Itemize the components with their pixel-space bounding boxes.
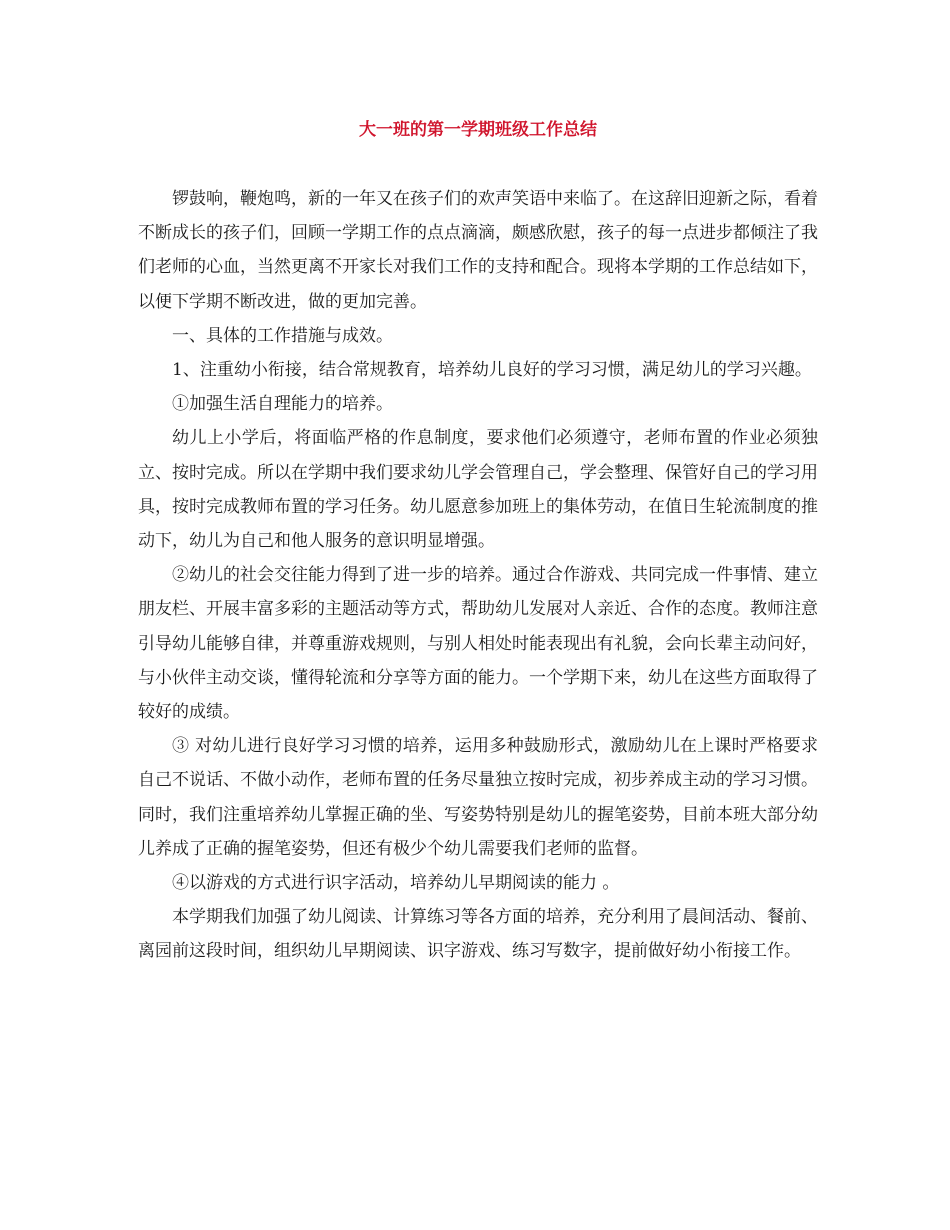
paragraph-subitem-2: ②幼儿的社会交往能力得到了进一步的培养。通过合作游戏、共同完成一件事情、建立朋友栏、开展丰富多彩的主题活动等方式，帮助幼儿发展对人亲近、合作的态度。教师注意引导幼儿能够自律，并尊重游戏规则，与别人相处时能表现出有礼貌，会向长辈主动问好，与小伙伴主动交谈，懂得轮流和分享等方面的能力。一个学期下来，幼儿在这些方面取得了较好的成绩。 bbox=[138, 565, 818, 723]
paragraph-subitem-4: ④以游戏的方式进行识字活动，培养幼儿早期阅读的能力 。 bbox=[172, 873, 620, 894]
paragraph-intro: 锣鼓响，鞭炮鸣，新的一年又在孩子们的欢声笑语中来临了。在这辞旧迎新之际，看着不断成长的孩子们，回顾一学期工作的点点滴滴，颇感欣慰，孩子的每一点进步都倾注了我们老师的心血，当然更离不开家长对我们工作的支持和配合。现将本学期的工作总结如下，以便下学期不断改进，做的更加完善。 bbox=[138, 189, 818, 312]
paragraph-subitem-1: ①加强生活自理能力的培养。 bbox=[172, 394, 393, 415]
paragraph-subitem-4-body: 本学期我们加强了幼儿阅读、计算练习等各方面的培养，充分利用了晨间活动、餐前、离园前这段时间，组织幼儿早期阅读、识字游戏、练习写数字，提前做好幼小衔接工作。 bbox=[138, 907, 818, 962]
paragraph-section-heading: 一、具体的工作措施与成效。 bbox=[172, 325, 393, 346]
document-title: 大一班的第一学期班级工作总结 bbox=[359, 120, 597, 140]
paragraph-subitem-1-body: 幼儿上小学后，将面临严格的作息制度，要求他们必须遵守，老师布置的作业必须独立、按时完成。所以在学期中我们要求幼儿学会管理自己，学会整理、保管好自己的学习用具，按时完成教师布置的学习任务。幼儿愿意参加班上的集体劳动，在值日生轮流制度的推动下，幼儿为自己和他人服务的意识明显增强。 bbox=[138, 428, 818, 552]
document-page bbox=[138, 118, 818, 969]
paragraph-item-1: 1、注重幼小衔接，结合常规教育，培养幼儿良好的学习习惯，满足幼儿的学习兴趣。 bbox=[172, 360, 812, 381]
paragraph-subitem-3: ③ 对幼儿进行良好学习习惯的培养，运用多种鼓励形式，激励幼儿在上课时严格要求自己不说话、不做小动作，老师布置的任务尽量独立按时完成，初步养成主动的学习习惯。同时，我们注重培养幼儿掌握正确的坐、写姿势特别是幼儿的握笔姿势，目前本班大部分幼儿养成了正确的握笔姿势，但还有极少个幼儿需要我们老师的监督。 bbox=[138, 736, 818, 859]
